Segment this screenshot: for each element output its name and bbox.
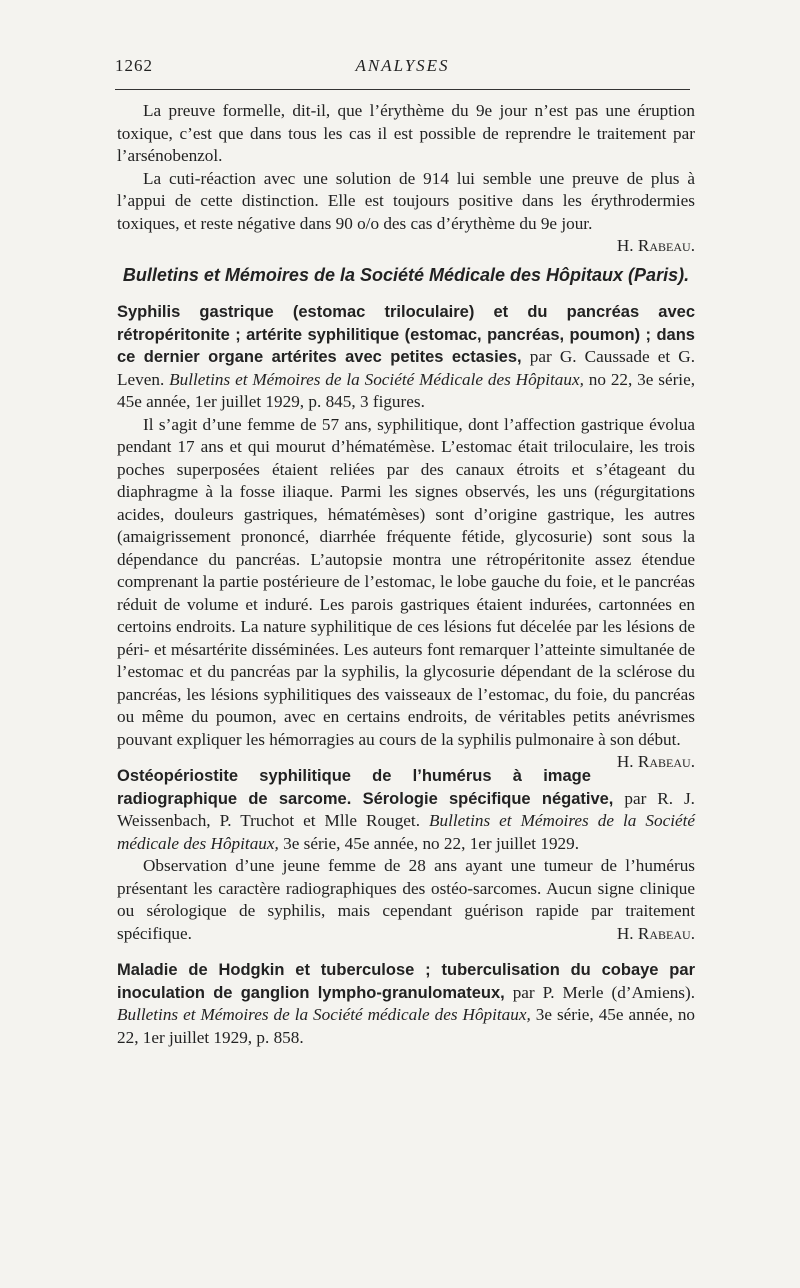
journal-heading: Bulletins et Mémoires de la Société Médicale des Hôpitaux (Paris).: [122, 265, 690, 285]
article-2-lead: [117, 765, 695, 855]
article-2-body-text: Observation d’une jeune femme de 28 ans ayant une tumeur de l’humérus présentant les caractère radiographiques des ostéo-sarcomes. Aucun signe clinique ou sérologique de syphilis, mais cependant guérison rapide par traitement spécifique.: [117, 856, 695, 943]
page-body: [117, 100, 695, 1049]
article-3-title: Maladie de Hodgkin et tuberculose ; tuberculisation du cobaye par inoculation de ganglion lympho-granulomateux,: [117, 961, 695, 1002]
article-2-authors: par R. J. Weissenbach, P. Truchot et Mlle Rouget.: [117, 788, 695, 830]
article-3-journal: Bulletins et Mémoires de la Société médicale des Hôpitaux,: [117, 1005, 531, 1024]
article-2-title: Ostéopériostite syphilitique de l’humérus à image radiographique de sarcome. Sérologie spécifique négative,: [117, 767, 614, 808]
article-3-authors: par P. Merle (d’Amiens).: [512, 982, 696, 1002]
article-2: [117, 765, 695, 945]
intro-paragraph-2-text: La cuti-réaction avec une solution de 914 lui semble une preuve de plus à l’appui de cette distinction. Elle est toujours positive dans les érythrodermies toxiques, et reste négative dans 90 o/o des cas d’érythème du 9e jour.: [117, 168, 695, 233]
article-1-title: Syphilis gastrique (estomac triloculaire) et du pancréas avec rétropéritonite ; artérite syphilitique (estomac, pancréas, poumon) ; dans ce dernier organe artérites avec petites ectasies,: [117, 303, 695, 366]
running-title: ANALYSES: [355, 56, 450, 75]
intro-signature: H. Rabeau.: [616, 236, 695, 255]
article-1: [117, 301, 695, 771]
article-1-body: [117, 414, 695, 771]
article-2-reference: 3e série, 45e année, no 22, 1er juillet 1929.: [283, 833, 580, 853]
article-3: [117, 959, 695, 1049]
article-1-lead: [117, 301, 695, 414]
article-1-authors: par G. Caussade et G. Leven.: [117, 347, 695, 389]
article-2-signature: H. Rabeau.: [616, 923, 695, 943]
article-1-body-text: Il s’agit d’une femme de 57 ans, syphilitique, dont l’affection gastrique évolua pendant 17 ans et qui mourut d’hématémèse. L’estomac était triloculaire, les trois poches superposées étaient reliées par des canaux étroits et s’étageant du diaphragme à la fosse iliaque. Parmi les signes observés, les uns (régurgitations acides, douleurs gastriques, hématémèses) sont d’origine gastrique, les autres (amaigrissement prononcé, diarrhée fréquente fétide, glycosurie) sont sous la dépendance du pancréas. L’autopsie montra une rétropéritonite assez étendue comprenant la partie postérieure de l’estomac, le lobe gauche du foie, et le pancréas réduit de volume et induré. Les parois gastriques étaient indurées, cartonnées en certoins endroits. La nature syphilitique de ces lésions fut décelée par les lésions de péri- et mésartérite disséminées. Les auteurs font remarquer l’atteinte simultanée de l’estomac et du pancréas par la syphilis, la glycosurie dépendant de la sclérose du pancréas, les lésions syphilitiques des vaisseaux de l’estomac, du foie, du pancréas ou même du poumon, avec en certains endroits, de véritables petits anévrismes pouvant expliquer les hémorragies au cours de la syphilis pulmonaire à son début.: [117, 414, 695, 749]
article-2-journal: Bulletins et Mémoires de la Société médicale des Hôpitaux,: [117, 811, 695, 853]
article-2-body: [117, 855, 695, 945]
article-3-reference: 3e série, 45e année, no 22, 1er juillet 1929, p. 858.: [117, 1005, 696, 1047]
page-number: 1262: [115, 56, 153, 75]
article-1-reference: no 22, 3e série, 45e année, 1er juillet 1929, p. 845, 3 figures.: [117, 369, 695, 411]
article-1-signature: H. Rabeau.: [616, 752, 695, 771]
intro-paragraph-1: La preuve formelle, dit-il, que l’érythème du 9e jour n’est pas une éruption toxique, c’est que dans tous les cas il est possible de reprendre le traitement par l’arsénobenzol.: [117, 101, 695, 165]
article-3-lead: [117, 959, 695, 1049]
intro-paragraph-2: [117, 168, 695, 255]
page-header: [115, 56, 690, 78]
article-1-journal: Bulletins et Mémoires de la Société Médicale des Hôpitaux,: [169, 369, 584, 389]
header-rule: [115, 89, 690, 90]
